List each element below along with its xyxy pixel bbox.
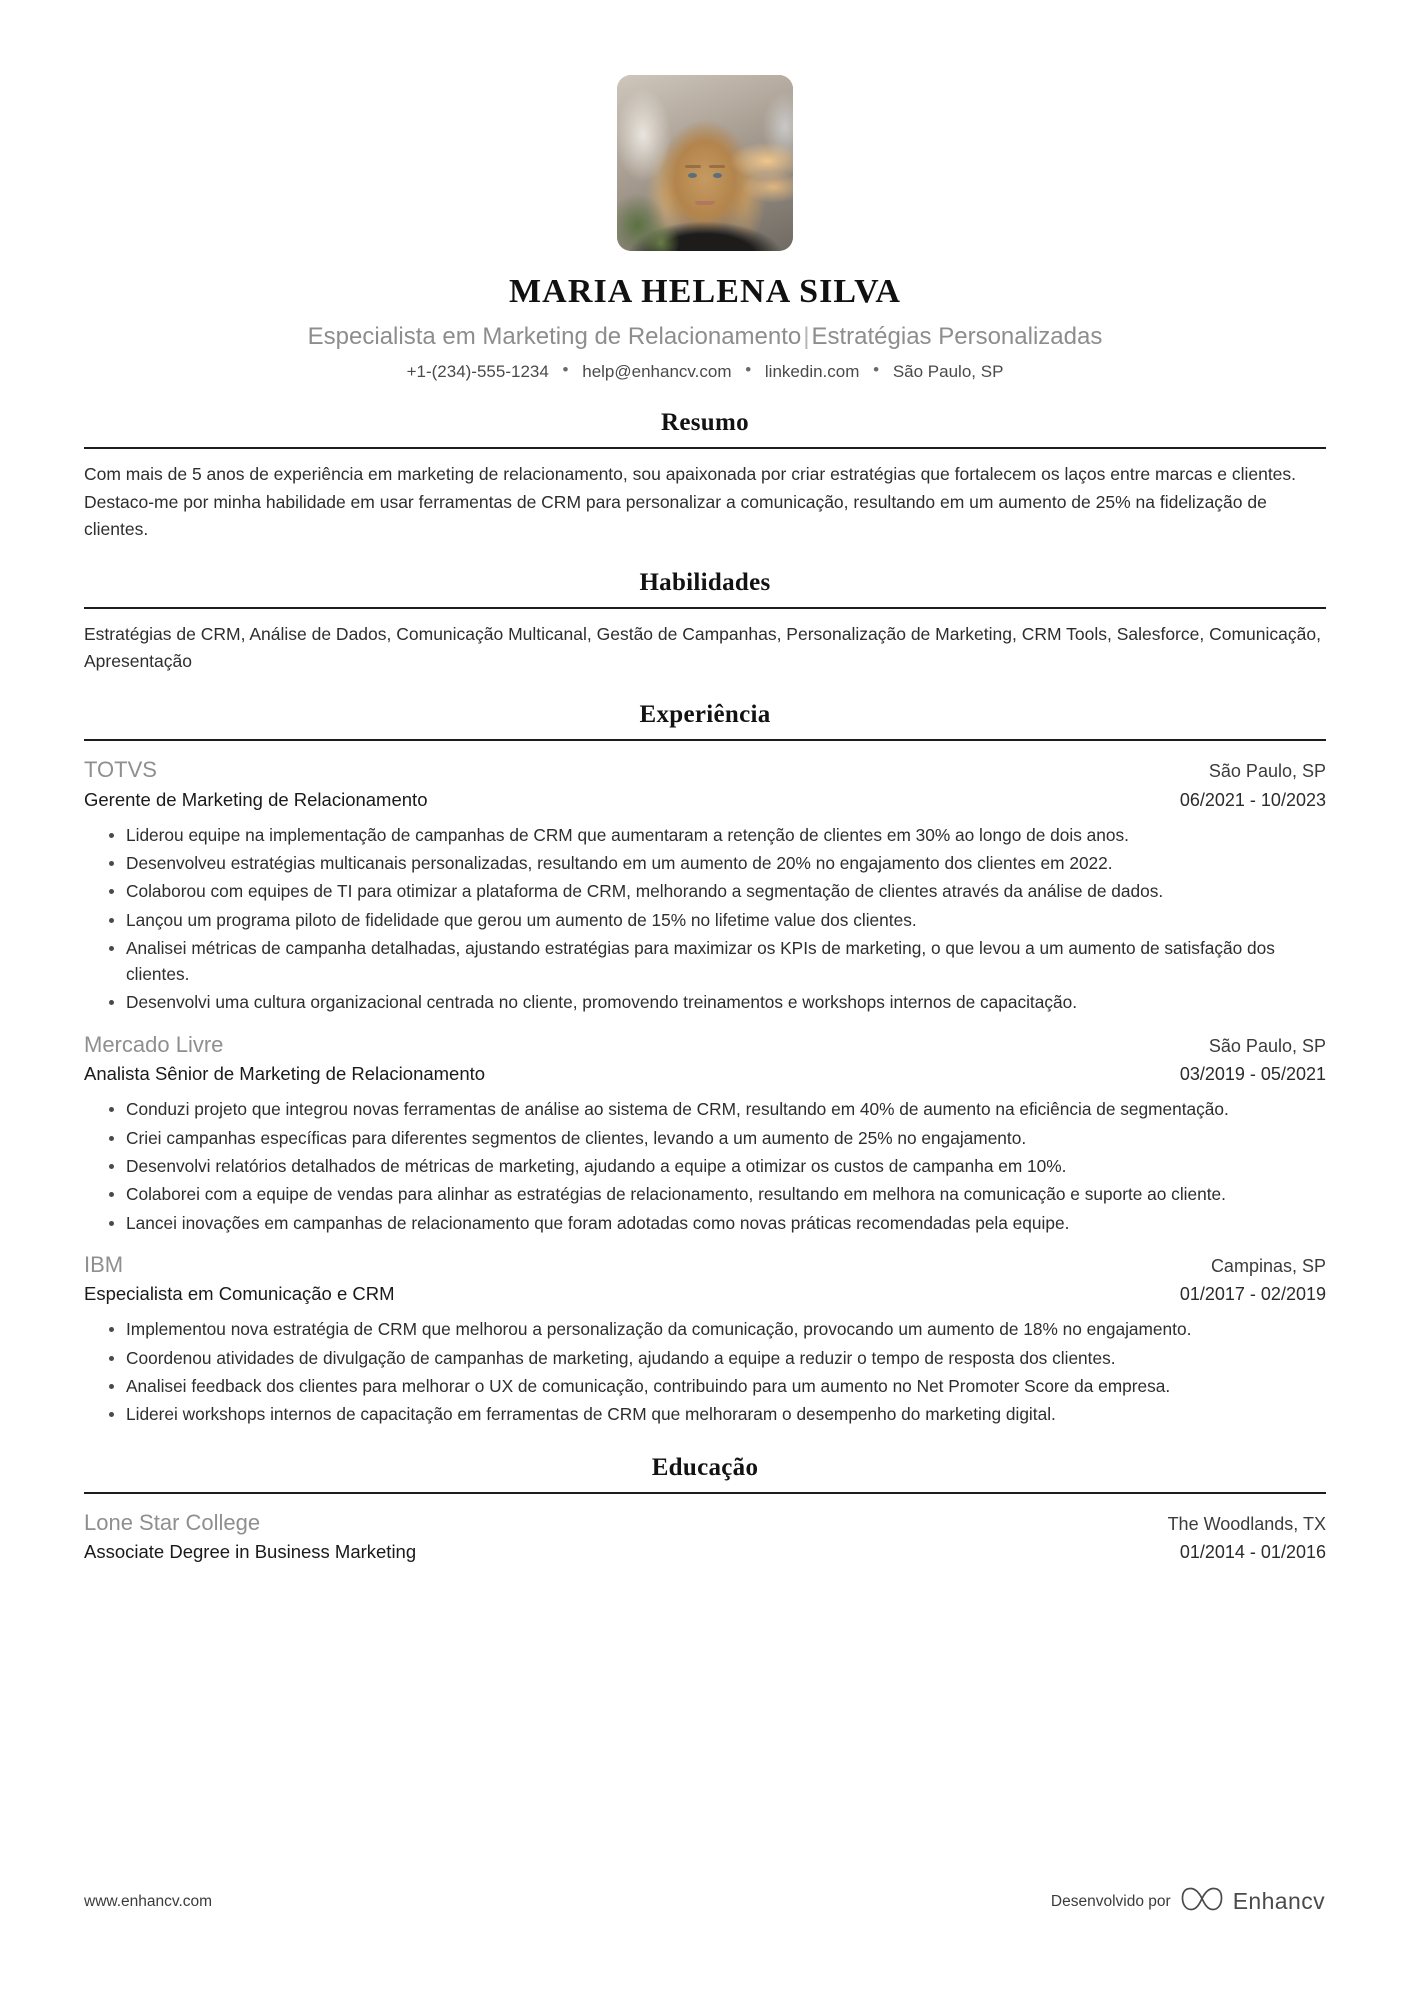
- company-name: TOTVS: [84, 757, 157, 783]
- list-item: Analisei métricas de campanha detalhadas, ajustando estratégias para maximizar os KPIs de marketing, o que levou a um aumento de satisfação dos clientes.: [106, 935, 1326, 988]
- photo-detail: [695, 201, 715, 205]
- job-title: Analista Sênior de Marketing de Relacionamento: [84, 1063, 486, 1085]
- list-item: Lançou um programa piloto de fidelidade que gerou um aumento de 15% no lifetime value dos clientes.: [106, 907, 1326, 933]
- school-location: The Woodlands, TX: [1167, 1513, 1326, 1534]
- skills-text: Estratégias de CRM, Análise de Dados, Comunicação Multicanal, Gestão de Campanhas, Personalização de Marketing, CRM Tools, Salesforce, Comunicação, Apresentação: [84, 623, 1321, 671]
- summary-text: Com mais de 5 anos de experiência em marketing de relacionamento, sou apaixonada por criar estratégias que fortalecem os laços entre marcas e clientes. Destaco-me por minha habilidade em usar ferramentas de CRM para personalizar a comunicação, resultando em um aumento de 25% na fidelização de clientes.: [84, 464, 1297, 539]
- section-title-skills: Habilidades: [639, 568, 771, 596]
- photo-detail: [688, 173, 697, 178]
- avatar: [617, 75, 793, 251]
- company-location: São Paulo, SP: [1208, 761, 1326, 782]
- bullet-separator-icon: •: [745, 360, 752, 380]
- footer-brand: [1051, 1884, 1325, 1919]
- profile-photo-image: [617, 75, 793, 251]
- contact-phone: +1-(234)-555-1234: [406, 362, 549, 382]
- photo-detail: [713, 173, 722, 178]
- section-divider: [84, 447, 1326, 449]
- list-item: Desenvolvi uma cultura organizacional centrada no cliente, promovendo treinamentos e workshops internos de capacitação.: [106, 989, 1326, 1015]
- page-title: MARIA HELENA SILVA: [508, 273, 902, 310]
- list-item: Conduzi projeto que integrou novas ferramentas de análise ao sistema de CRM, resultando em 40% de aumento na eficiência de segmentação.: [106, 1096, 1326, 1122]
- bullet-separator-icon: •: [562, 360, 569, 380]
- headline-right: Estratégias Personalizadas: [811, 323, 1103, 351]
- section-title-summary: Resumo: [661, 409, 749, 437]
- headline: [84, 322, 1326, 352]
- photo-detail: [709, 165, 725, 168]
- section-summary: [84, 409, 1326, 542]
- footer-credit-label: Desenvolvido por: [1050, 1892, 1171, 1910]
- resume-header: [84, 0, 1326, 383]
- experience-entry: [84, 1250, 1326, 1428]
- contact-linkedin[interactable]: linkedin.com: [764, 362, 860, 382]
- section-experience: [84, 701, 1326, 1427]
- company-location: São Paulo, SP: [1208, 1035, 1326, 1056]
- company-location: Campinas, SP: [1210, 1255, 1326, 1276]
- section-education: [84, 1454, 1326, 1566]
- section-title-experience: Experiência: [639, 701, 771, 729]
- experience-entry: [84, 755, 1326, 1016]
- contact-line: [84, 361, 1326, 383]
- section-divider: [84, 1492, 1326, 1494]
- education-entry-header: [84, 1508, 1326, 1538]
- degree-title: Associate Degree in Business Marketing: [84, 1541, 417, 1563]
- list-item: Criei campanhas específicas para diferentes segmentos de clientes, levando a um aumento de 25% no engajamento.: [106, 1125, 1326, 1151]
- experience-entry-header: [84, 755, 1326, 785]
- page-footer: [84, 1884, 1325, 1919]
- section-divider: [84, 607, 1326, 609]
- company-name: Mercado Livre: [84, 1031, 224, 1057]
- job-title: Gerente de Marketing de Relacionamento: [84, 788, 428, 810]
- photo-detail: [685, 165, 701, 168]
- degree-dates: 01/2014 - 01/2016: [1179, 1542, 1326, 1563]
- experience-entry-subheader: [84, 788, 1326, 813]
- bullet-separator-icon: •: [873, 360, 880, 380]
- job-dates: 06/2021 - 10/2023: [1179, 789, 1326, 810]
- list-item: Desenvolveu estratégias multicanais personalizadas, resultando em um aumento de 20% no engajamento dos clientes em 2022.: [106, 850, 1326, 876]
- headline-left: Especialista em Marketing de Relacionamento: [307, 323, 802, 351]
- company-name: IBM: [84, 1251, 124, 1277]
- list-item: Lancei inovações em campanhas de relacionamento que foram adotadas como novas práticas recomendadas pela equipe.: [106, 1210, 1326, 1236]
- job-title: Especialista em Comunicação e CRM: [84, 1283, 395, 1305]
- enhancv-brand-name: Enhancv: [1232, 1888, 1325, 1914]
- footer-website-url[interactable]: www.enhancv.com: [84, 1892, 213, 1910]
- list-item: Liderou equipe na implementação de campanhas de CRM que aumentaram a retenção de clientes em 30% ao longo de dois anos.: [106, 822, 1326, 848]
- experience-entry: [84, 1030, 1326, 1236]
- list-item: Liderei workshops internos de capacitação em ferramentas de CRM que melhoraram o desempenho do marketing digital.: [106, 1401, 1326, 1427]
- experience-entry-header: [84, 1250, 1326, 1280]
- list-item: Colaborou com equipes de TI para otimizar a plataforma de CRM, melhorando a segmentação de clientes através da análise de dados.: [106, 878, 1326, 904]
- education-entry: [84, 1508, 1326, 1566]
- list-item: Analisei feedback dos clientes para melhorar o UX de comunicação, contribuindo para um aumento no Net Promoter Score da empresa.: [106, 1373, 1326, 1399]
- experience-entry-subheader: [84, 1282, 1326, 1307]
- experience-bullets: [84, 1316, 1326, 1427]
- job-dates: 03/2019 - 05/2021: [1179, 1064, 1326, 1085]
- school-name: Lone Star College: [84, 1509, 261, 1535]
- list-item: Implementou nova estratégia de CRM que melhorou a personalização da comunicação, provocando um aumento de 18% no engajamento.: [106, 1316, 1326, 1342]
- experience-entry-header: [84, 1030, 1326, 1060]
- section-title-education: Educação: [651, 1453, 759, 1481]
- list-item: Coordenou atividades de divulgação de campanhas de marketing, ajudando a equipe a reduzir o tempo de resposta dos clientes.: [106, 1345, 1326, 1371]
- enhancv-logo-icon: [1181, 1884, 1223, 1919]
- list-item: Colaborei com a equipe de vendas para alinhar as estratégias de relacionamento, resultando em melhora na comunicação e suporte ao cliente.: [106, 1181, 1326, 1207]
- experience-bullets: [84, 822, 1326, 1016]
- education-entry-subheader: [84, 1540, 1326, 1565]
- experience-bullets: [84, 1096, 1326, 1235]
- contact-email[interactable]: help@enhancv.com: [582, 362, 732, 382]
- job-dates: 01/2017 - 02/2019: [1179, 1284, 1326, 1305]
- experience-entry-subheader: [84, 1062, 1326, 1087]
- section-skills: [84, 569, 1326, 675]
- section-divider: [84, 739, 1326, 741]
- list-item: Desenvolvi relatórios detalhados de métricas de marketing, ajudando a equipe a otimizar os custos de campanha em 10%.: [106, 1153, 1326, 1179]
- headline-separator: |: [803, 323, 810, 351]
- contact-location: São Paulo, SP: [892, 362, 1004, 382]
